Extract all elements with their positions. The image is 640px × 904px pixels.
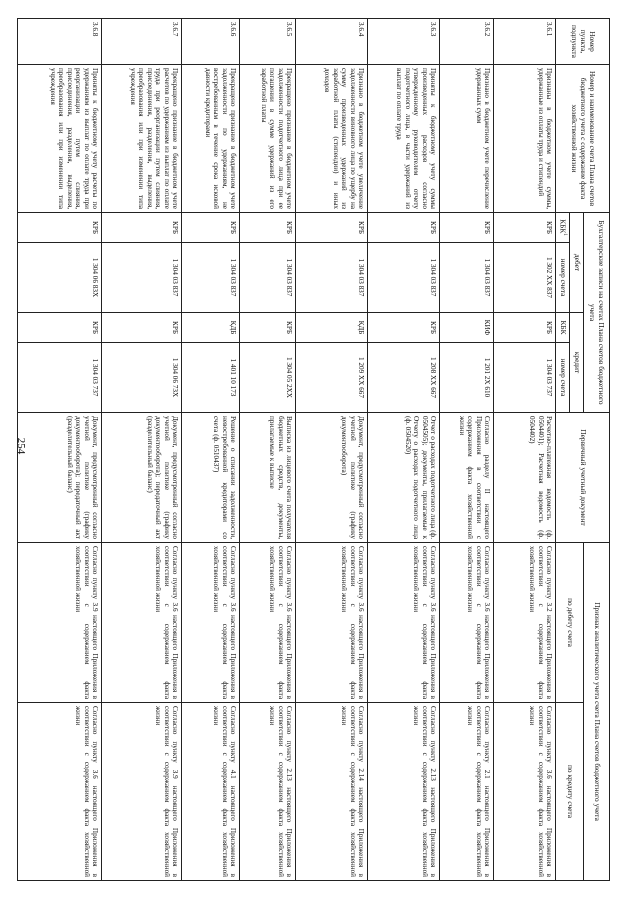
debit-analytic-sign: Согласно пункту 3.6 настоящего Приложения в соответствии с содержанием факта хозяйственной жизни [296,543,368,703]
table-row [240,19,296,881]
credit-kbk: КРБ [368,313,440,343]
credit-kbk: КДБ [296,313,368,343]
primary-document: Решение о списании задолженности, невостребованной кредиторами со счета (ф. 0510437) [182,413,240,543]
row-description: Прекращено признание в бюджетном учете задолженности подотчетного лица при ее погашении в сумме удержаний из его заработной платы [240,65,296,213]
debit-account: 1 304 03 837 [182,243,240,313]
row-description: Прекращено признание в бюджетном учете задолженности по удержаниям, не востребованным в течение срока исковой давности кредиторами [182,65,240,213]
credit-analytic-sign: Согласно пункту 3.6 настоящего Приложения в соответствии с содержанием факта хозяйственной жизни [494,703,556,881]
credit-account: 1 208 XX 667 [368,343,440,413]
debit-kbk: КРБ [440,213,494,243]
row-number: 3.6.8 [18,19,102,65]
debit-analytic-sign: Согласно пункту 3.6 настоящего Приложения в соответствии с содержанием факта хозяйственной жизни [182,543,240,703]
debit-analytic-sign: Согласно пункту 3.9 настоящего Приложения в соответствии с содержанием факта хозяйственной жизни [18,543,102,703]
debit-account: 1 304 03 837 [440,243,494,313]
credit-account: 1 304 05 2XX [240,343,296,413]
row-number: 3.6.7 [102,19,182,65]
row-description: Признано в бюджетном учете увеличение задолженности виновного лица по ущербу на сумму произведенных удержаний из заработной платы (стипендии) и иных доходов [296,65,368,213]
row-description: Прекращено признание в бюджетном учете расчетов по удержаниям из выплат по оплате труда при реорганизации путем слияния, присоединения, разделения, выделения, преобразования или при изменении типа учреждения [102,65,182,213]
credit-analytic-sign: Согласно пункту 4.1 настоящего Приложения в соответствии с содержанием факта хозяйственной жизни [182,703,240,881]
row-number: 3.6.1 [494,19,556,65]
row-description: Приняты к бюджетному учету суммы произведенных расходов согласно утвержденному руководителем отчету подотчетного лица, в части удержаний из выплат по оплате труда [368,65,440,213]
credit-analytic-sign: Согласно пункту 3.9 настоящего Приложения в соответствии с содержанием факта хозяйственной жизни [102,703,182,881]
debit-kbk: КРБ [296,213,368,243]
debit-analytic-sign: Согласно пункту 3.6 настоящего Приложения в соответствии с содержанием факта хозяйственной жизни [240,543,296,703]
row-number: 3.6.3 [368,19,440,65]
debit-account: 1 302 XX 837 [494,243,556,313]
primary-document: Отчет о расходах подотчетного лица (ф. 0504505); документы, прилагаемые к Отчету о расходах подотчетного лица (ф. 0504520) [368,413,440,543]
header-by-credit: по кредиту счета [556,703,584,881]
row-number: 3.6.2 [440,19,494,65]
debit-analytic-sign: Согласно пункту 3.6 настоящего Приложения в соответствии с содержанием факта хозяйственной жизни [368,543,440,703]
header-credit-account: номер счета [556,343,570,413]
table-row [182,19,240,881]
debit-kbk: КРБ [102,213,182,243]
credit-kbk: КРБ [240,313,296,343]
credit-account: 1 201 2X 610 [440,343,494,413]
page-number: 254 [15,437,27,455]
debit-account: 1 304 06 83X [18,243,102,313]
debit-analytic-sign: Согласно пункту 3.2 настоящего Приложения в соответствии с содержанием факта хозяйственной жизни [494,543,556,703]
header-primary-document: Первичный учетный документ [556,413,610,543]
rotated-table-sheet [18,18,610,880]
header-debit-account: номер счета [556,243,570,313]
primary-document: Расчетно-платежная ведомость (ф. 0504401); Расчетная ведомость (ф. 0504402) [494,413,556,543]
debit-kbk: КРБ [240,213,296,243]
debit-analytic-sign: Согласно пункту 3.6 настоящего Приложения в соответствии с содержанием факта хозяйственной жизни [102,543,182,703]
credit-kbk: КРБ [102,313,182,343]
row-description: Признано в бюджетном учете перечисление удержанных сумм [440,65,494,213]
header-row-number: Номер пункта, подпункта [556,19,610,65]
debit-account: 1 304 03 837 [368,243,440,313]
header-credit: кредит [570,313,584,413]
debit-kbk: КРБ [368,213,440,243]
credit-analytic-sign: Согласно пункту 2.1 настоящего Приложения в соответствии с содержанием факта хозяйственной жизни [440,703,494,881]
table-row [368,19,440,881]
primary-document: Согласно разделу II настоящего Приложения в соответствии с содержанием факта хозяйственной жизни [440,413,494,543]
accounting-entries-table [17,18,610,881]
table-row [494,19,556,881]
table-row [296,19,368,881]
row-number: 3.6.4 [296,19,368,65]
credit-account: 1 401 10 173 [182,343,240,413]
primary-document: Выписка из лицевого счета получателя бюджетных средств, документы, прилагаемые к выписке [240,413,296,543]
row-description: Признаны в бюджетном учете суммы, удержанные из оплаты труда и стипендий [494,65,556,213]
table-row [18,19,102,881]
header-debit: дебет [570,213,584,313]
credit-account: 1 304 03 737 [494,343,556,413]
row-number: 3.6.5 [240,19,296,65]
primary-document: Документ, предусмотренный согласно учетной политике (графику документооборота); передаточный акт (разделительный баланс) [18,413,102,543]
credit-account: 1 304 03 737 [18,343,102,413]
debit-kbk: КРБ [182,213,240,243]
credit-analytic-sign: Согласно пункту 3.6 настоящего Приложения в соответствии с содержанием факта хозяйственной жизни [18,703,102,881]
header-debit-kbk: КБК$^1$ [556,213,570,243]
header-account-name: Номер и наименование счета Плана счетов бюджетного учета с содержание факта хозяйственной жизни [556,65,610,213]
primary-document: Документ, предусмотренный согласно учетной политике (графику документооборота) [296,413,368,543]
credit-kbk: КДБ [182,313,240,343]
debit-kbk: КРБ [494,213,556,243]
credit-kbk: КРБ [494,313,556,343]
debit-account: 1 304 03 837 [240,243,296,313]
header-credit-kbk: КБК [556,313,570,343]
table-row [440,19,494,881]
row-number: 3.6.6 [182,19,240,65]
credit-account: 1 304 06 73X [102,343,182,413]
table-row [102,19,182,881]
credit-kbk: КРБ [18,313,102,343]
header-analytic-sign: Признак аналитического учета счета Плана счетов бюджетного учета [584,543,610,881]
debit-kbk: КРБ [18,213,102,243]
header-by-debit: по дебету счета [556,543,584,703]
debit-analytic-sign: Согласно пункту 3.6 настоящего Приложения в соответствии с содержанием факта хозяйственной жизни [440,543,494,703]
credit-analytic-sign: Согласно пункту 2.13 настоящего Приложения в соответствии с содержанием факта хозяйственной жизни [368,703,440,881]
credit-analytic-sign: Согласно пункту 2.13 настоящего Приложения в соответствии с содержанием факта хозяйственной жизни [240,703,296,881]
header-entries: Бухгалтерские записи на счетах Плана счетов бюджетного учета [584,213,610,413]
row-description: Приняты к бюджетному учету расчеты по удержаниям из выплат по оплате труда при реорганизации путем слияния, присоединения, разделения, выделения, преобразования или при изменении типа учреждения [18,65,102,213]
debit-account: 1 304 03 837 [102,243,182,313]
debit-account: 1 304 03 837 [296,243,368,313]
primary-document: Документ, предусмотренный согласно учетной политике (графику документооборота); передаточный акт (разделительный баланс) [102,413,182,543]
credit-analytic-sign: Согласно пункту 2.14 настоящего Приложения в соответствии с содержанием факта хозяйственной жизни [296,703,368,881]
credit-kbk: КИФ [440,313,494,343]
credit-account: 1 209 XX 667 [296,343,368,413]
